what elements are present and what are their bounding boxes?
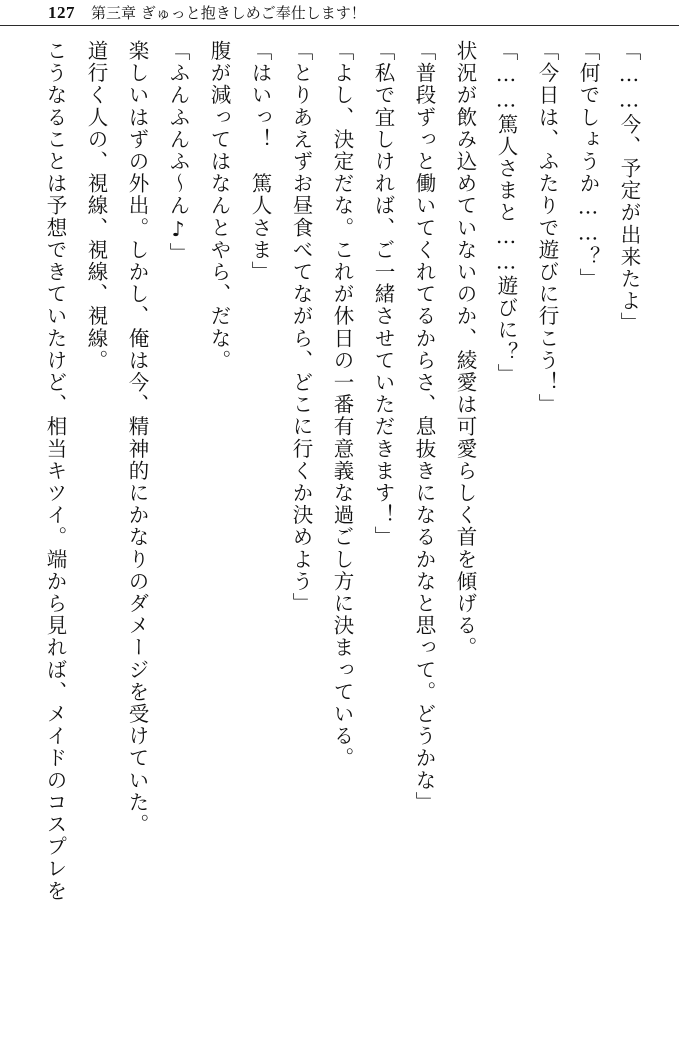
text-line: 「……今、予定が出来たよ」 [617,40,641,335]
text-line: 「何でしょうか……？」 [576,40,600,291]
text-line: 状況が飲み込めていないのか、綾愛は可愛らしく首を傾げる。 [453,40,477,659]
text-line: 「……篤人さまと……遊びに？」 [494,40,518,386]
text-line: 「普段ずっと働いてくれてるからさ、息抜きになるかなと思って。どうかな」 [412,40,436,814]
body-text [22,40,649,1038]
text-line: 「とりあえずお昼食べてながら、どこに行くか決めよう」 [289,40,313,615]
text-line: 腹が減ってはなんとやら、だな。 [207,40,231,372]
page-number: 127 [48,2,75,22]
text-line: 道行く人の、視線、視線、視線。 [84,40,108,372]
running-header [0,0,679,26]
text-line: 「私で宜しければ、ご一緒させていただきます！」 [371,40,395,549]
text-line: 「よし、決定だな。これが休日の一番有意義な過ごし方に決まっている。 [330,40,354,770]
text-line: こうなることは予想できていたけど、相当キツイ。端から見れば、メイドのコスプレを [43,40,67,902]
text-line: 「はいっ！ 篤人さま」 [248,40,272,284]
text-line: 楽しいはずの外出。しかし、俺は今、精神的にかなりのダメージを受けていた。 [125,40,149,836]
text-line: 「ふんふんふ～ん♪」 [166,40,190,265]
chapter-title: 第三章 ぎゅっと抱きしめご奉仕します！ [91,4,366,22]
text-line: 「今日は、ふたりで遊びに行こう！」 [535,40,559,416]
